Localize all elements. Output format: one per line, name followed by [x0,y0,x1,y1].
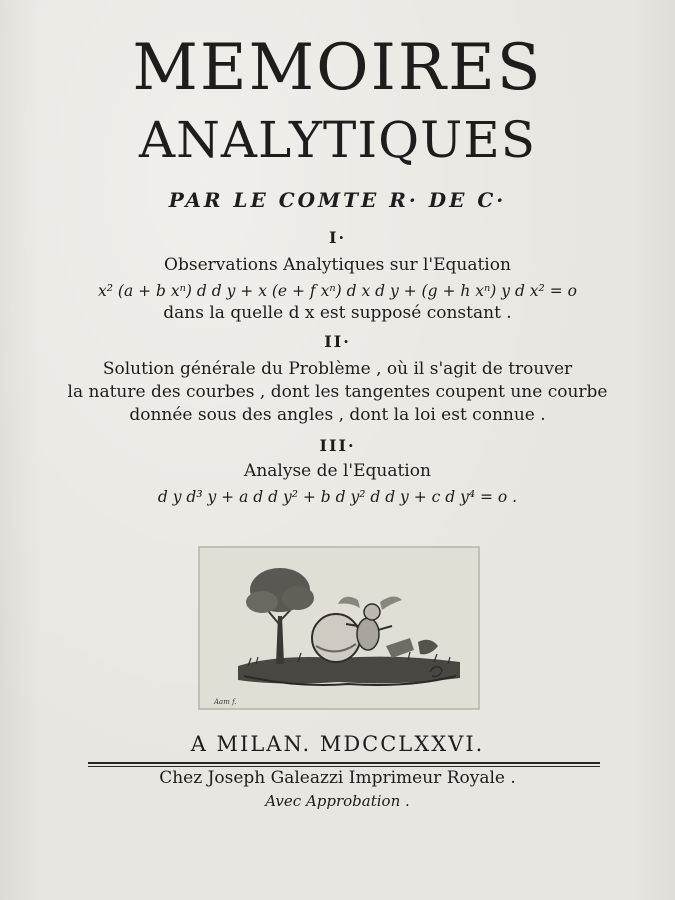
engraved-vignette [198,546,480,710]
section-1-note: dans la quelle d x est supposé constant . [163,303,512,323]
section-3-equation: d y d³ y + a d d y² + b d y² d d y + c d y⁴ = o . [157,488,518,506]
section-2-line-1: Solution générale du Problème , où il s'agit de trouver [102,359,573,379]
section-2-line-2: la nature des courbes , dont les tangentes coupent une courbe [67,382,608,402]
section-2-line-3: donnée sous des angles , dont la loi est connue . [129,405,546,425]
approbation-line: Avec Approbation . [265,792,410,810]
section-1-equation: x² (a + b xⁿ) d d y + x (e + f xⁿ) d x d y + (g + h xⁿ) y d x² = o [98,282,577,300]
title-line-2: ANALYTIQUES [139,111,536,169]
section-3-numeral: III· [319,436,356,455]
author-line: PAR LE COMTE R· DE C· [168,188,507,212]
section-1-numeral: I· [328,228,347,247]
printer-line: Chez Joseph Galeazzi Imprimeur Royale . [159,768,516,788]
title-line-1: MEMOIRES [132,31,543,105]
section-3-text: Analyse de l'Equation [244,461,431,481]
engraver-signature: Aam f. [214,698,237,706]
section-1-text: Observations Analytiques sur l'Equation [164,255,511,275]
imprint-place-date: A MILAN. MDCCLXXVI. [190,732,485,756]
imprint-rule-thick [88,762,600,764]
section-2-numeral: II· [324,332,351,351]
